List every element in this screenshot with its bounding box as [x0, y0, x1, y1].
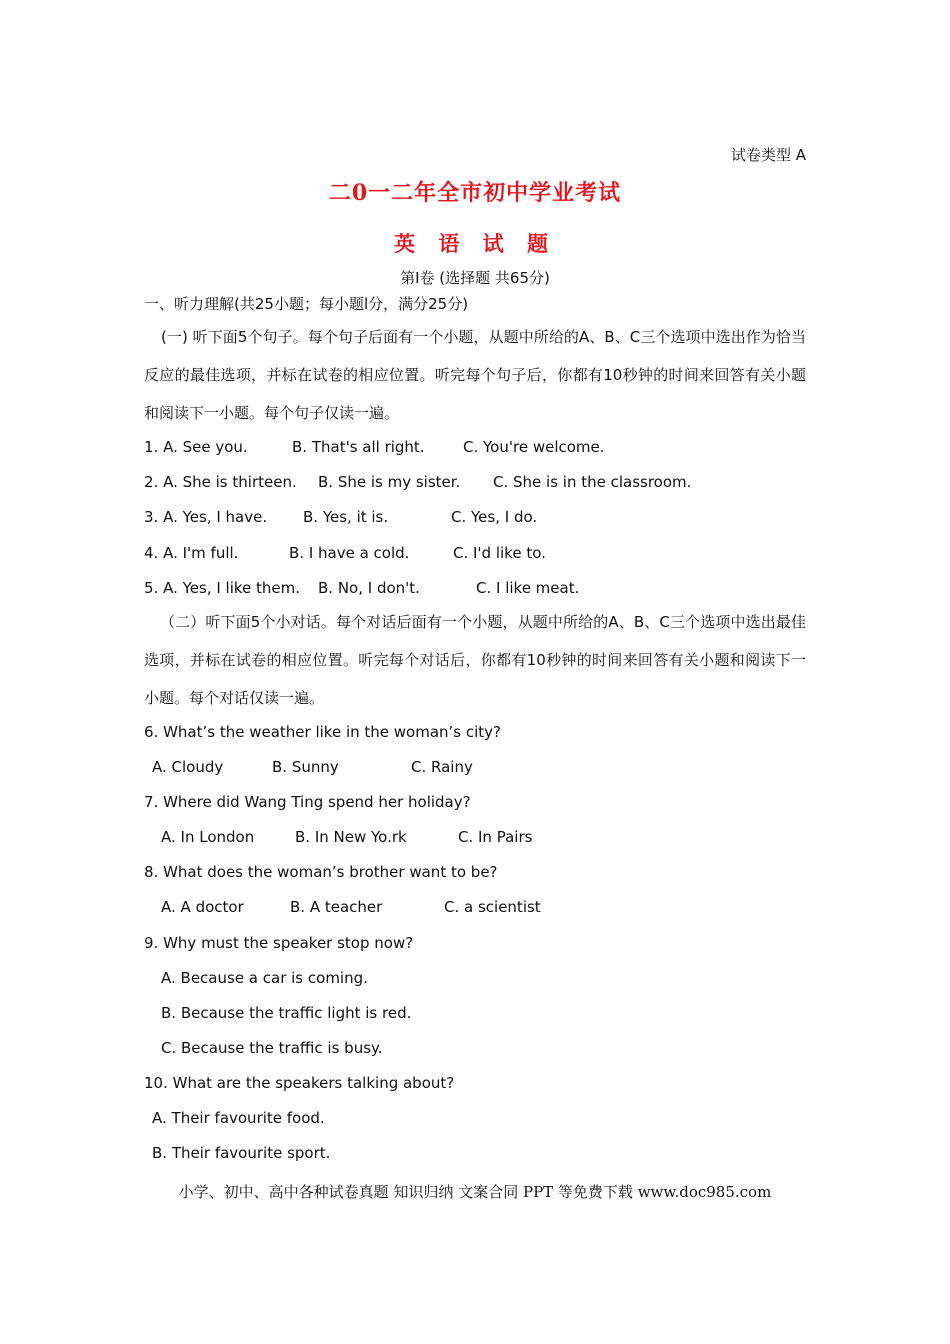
option-b: B. That's all right.	[292, 438, 425, 456]
question-7: 7. Where did Wang Ting spend her holiday?	[144, 793, 471, 811]
q7-option-b: B. In New Yo.rk	[295, 828, 407, 846]
option-c: C. Yes, I do.	[451, 508, 538, 526]
sub2-instructions: （二）听下面5个小对话。每个对话后面有一个小题，从题中所给的A、B、C三个选项中选出最佳选项，并标在试卷的相应位置。听完每个对话后，你都有10秒钟的时间来回答有关小题和阅读下一小题。每个对话仅读一遍。	[144, 613, 806, 707]
q8-option-c: C. a scientist	[444, 898, 541, 916]
q7-option-a: A. In London	[161, 828, 255, 846]
q9-option-c: C. Because the traffic is busy.	[161, 1039, 383, 1057]
option-c: C. I'd like to.	[453, 544, 546, 562]
option-b: B. I have a cold.	[289, 544, 410, 562]
page-footer: 小学、初中、高中各种试卷真题 知识归纳 文案合同 PPT 等免费下载 www.doc985.com	[178, 1183, 772, 1201]
option-b: B. She is my sister.	[318, 473, 461, 491]
question-6: 6. What’s the weather like in the woman’s city?	[144, 723, 502, 741]
option-c: C. She is in the classroom.	[493, 473, 692, 491]
paper-type-label: 试卷类型 A	[730, 146, 806, 164]
option-a: 4. A. I'm full.	[144, 544, 239, 562]
q10-option-b: B. Their favourite sport.	[152, 1144, 331, 1162]
q7-option-c: C. In Pairs	[458, 828, 533, 846]
section-heading: 第Ⅰ卷 (选择题 共65分)	[400, 269, 550, 287]
option-c: C. I like meat.	[476, 579, 580, 597]
question-8: 8. What does the woman’s brother want to be?	[144, 863, 498, 881]
option-a: 5. A. Yes, I like them.	[144, 579, 301, 597]
option-a: 1. A. See you.	[144, 438, 248, 456]
option-a: 3. A. Yes, I have.	[144, 508, 268, 526]
q10-option-a: A. Their favourite food.	[152, 1109, 325, 1127]
exam-title: 二0一二年全市初中学业考试	[328, 180, 622, 206]
q6-option-c: C. Rainy	[411, 758, 473, 776]
question-9: 9. Why must the speaker stop now?	[144, 934, 414, 952]
exam-subject: 英 语 试 题	[394, 231, 556, 256]
q8-option-b: B. A teacher	[290, 898, 383, 916]
option-b: B. Yes, it is.	[303, 508, 389, 526]
q6-option-a: A. Cloudy	[152, 758, 224, 776]
q6-option-b: B. Sunny	[272, 758, 339, 776]
sub1-instructions: (一) 听下面5个句子。每个句子后面有一个小题，从题中所给的A、B、C三个选项中选出作为恰当反应的最佳选项，并标在试卷的相应位置。听完每个句子后，你都有10秒钟的时间来回答有关小题和阅读下一小题。每个句子仅读一遍。	[144, 328, 806, 422]
q9-option-a: A. Because a car is coming.	[161, 969, 368, 987]
q8-option-a: A. A doctor	[161, 898, 244, 916]
option-b: B. No, I don't.	[318, 579, 420, 597]
question-10: 10. What are the speakers talking about?	[144, 1074, 455, 1092]
q9-option-b: B. Because the traffic light is red.	[161, 1004, 412, 1022]
option-a: 2. A. She is thirteen.	[144, 473, 297, 491]
part1-heading: 一、听力理解(共25小题；每小题l分，满分25分)	[144, 295, 469, 313]
option-c: C. You're welcome.	[463, 438, 605, 456]
